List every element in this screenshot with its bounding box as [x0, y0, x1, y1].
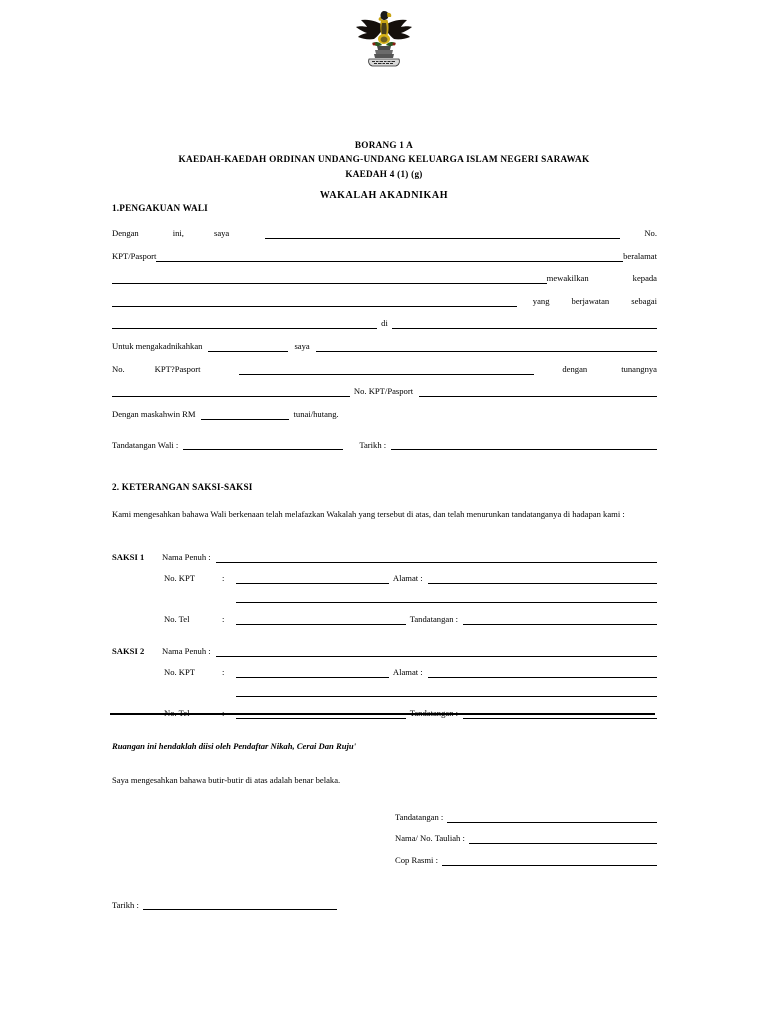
field-akadnikah-who[interactable]: [208, 342, 288, 352]
section-2-heading: 2. KETERANGAN SAKSI-SAKSI: [112, 481, 253, 492]
witness-2-sign-label: Tandatangan :: [409, 707, 459, 718]
field-bride-name[interactable]: [316, 342, 657, 352]
colon-1: :: [222, 572, 225, 583]
ordinance-title: KAEDAH-KAEDAH ORDINAN UNDANG-UNDANG KELUARGA ISLAM NEGERI SARAWAK: [178, 154, 590, 165]
witness-1-sign-field[interactable]: [463, 615, 657, 625]
field-wali-signature[interactable]: [183, 440, 343, 450]
form-code: BORANG 1 A: [354, 140, 414, 150]
section-1-heading: 1.PENGAKUAN WALI: [112, 203, 208, 213]
declaration-line-2: [112, 250, 657, 262]
label-dengan-2: dengan: [562, 363, 588, 374]
declaration-line-6: [112, 340, 657, 352]
witness-1-name-row: [112, 551, 657, 563]
field-wali-date[interactable]: [391, 440, 657, 450]
form-header: [0, 138, 768, 182]
witness-1-kpt-label: No. KPT: [164, 572, 196, 583]
label-di: di: [381, 318, 388, 329]
witness-1-name-field[interactable]: [216, 553, 657, 563]
field-wali-address[interactable]: [112, 274, 547, 284]
witness-2-alamat-field[interactable]: [428, 668, 657, 678]
colon-2: :: [222, 613, 225, 624]
witness-2-tel-row: [112, 707, 657, 719]
label-berjawatan: berjawatan: [571, 295, 610, 306]
witness-1-alamat-field-2[interactable]: [236, 593, 657, 603]
label-beralamat: beralamat: [623, 250, 657, 261]
declaration-line-5: [112, 317, 657, 329]
declaration-line-1: [112, 227, 657, 239]
field-wali-ic[interactable]: [156, 252, 623, 262]
label-ini: ini,: [172, 228, 184, 238]
label-untuk-mengakadnikahkan: Untuk mengakadnikahkan: [112, 340, 203, 351]
witness-2-block: [112, 645, 657, 718]
field-groom-ic[interactable]: [419, 387, 657, 397]
field-maskahwin-amount[interactable]: [201, 410, 289, 420]
label-kpt-pasport: KPT/Pasport: [112, 250, 157, 261]
declaration-line-4: [112, 295, 657, 307]
witness-1-alamat-row-2: [112, 593, 657, 603]
witness-statement: Kami mengesahkan bahawa Wali berkenaan telah melafazkan Wakalah yang tersebut di atas, dan telah menurunkan tandatanganya di hadapan kami :: [112, 508, 625, 519]
label-kepada: kepada: [632, 273, 657, 284]
registrar-name-row: [395, 832, 657, 844]
witness-2-name-field[interactable]: [216, 647, 657, 657]
rule-reference: KAEDAH 4 (1) (g): [345, 169, 423, 179]
label-saya: saya: [213, 228, 230, 238]
witness-2-tel-field[interactable]: [236, 709, 406, 719]
label-no-2: No.: [112, 363, 125, 374]
label-tunai-hutang: tunai/hutang.: [293, 408, 339, 419]
field-wakil-position[interactable]: [112, 319, 377, 329]
registrar-signature-row: [395, 811, 657, 823]
declaration-line-8: [112, 385, 657, 397]
colon-3: :: [222, 666, 225, 677]
label-mewakilkan: mewakilkan: [546, 273, 589, 284]
label-tarikh-wali: Tarikh :: [359, 439, 387, 450]
witness-2-alamat-field-2[interactable]: [236, 687, 657, 697]
registrar-date-label: Tarikh :: [112, 899, 139, 910]
label-no-kpt-pasport-3: No. KPT/Pasport: [353, 386, 414, 397]
registrar-statement: Saya mengesahkan bahawa butir-butir di atas adalah benar belaka.: [112, 774, 341, 785]
witness-1-tag: SAKSI 1: [112, 551, 145, 562]
label-tandatangan-wali: Tandatangan Wali :: [112, 439, 179, 450]
witness-1-block: [112, 551, 657, 625]
label-sebagai: sebagai: [631, 295, 657, 306]
registrar-date-row: [112, 900, 337, 910]
wali-signature-row: [112, 440, 657, 450]
witness-2-kpt-label: No. KPT: [164, 666, 196, 677]
witness-2-name-row: [112, 645, 657, 657]
witness-1-sign-label: Tandatangan :: [409, 613, 459, 624]
field-wali-name[interactable]: [265, 229, 620, 239]
declaration-line-9: [112, 408, 657, 420]
witness-2-alamat-label: Alamat :: [392, 666, 423, 677]
registrar-fields: [112, 811, 657, 866]
witness-1-tel-field[interactable]: [236, 615, 406, 625]
label-yang: yang: [532, 295, 550, 306]
witness-1-kpt-row: [112, 572, 657, 584]
witness-2-kpt-field[interactable]: [236, 668, 389, 678]
witness-1-kpt-field[interactable]: [236, 574, 389, 584]
registrar-stamp-field[interactable]: [442, 856, 657, 866]
registrar-heading: Ruangan ini hendaklah diisi oleh Pendaftar Nikah, Cerai Dan Ruju': [112, 740, 357, 751]
witness-2-tag: SAKSI 2: [112, 645, 145, 656]
registrar-signature-field[interactable]: [447, 813, 657, 823]
witness-2-tel-label: No. Tel: [164, 707, 190, 718]
witness-1-name-label: Nama Penuh :: [162, 551, 211, 562]
label-dengan: Dengan: [112, 228, 139, 238]
label-maskahwin: Dengan maskahwin RM: [112, 408, 196, 419]
declaration-line-3: [112, 272, 657, 284]
field-wakil-name[interactable]: [112, 297, 517, 307]
crest-container: [0, 8, 768, 70]
witness-1-alamat-field[interactable]: [428, 574, 657, 584]
registrar-name-field[interactable]: [469, 834, 657, 844]
document-body: [112, 203, 657, 910]
label-tunangnya: tunangnya: [621, 363, 657, 374]
registrar-date-field[interactable]: [143, 900, 337, 910]
declaration-line-7: [112, 363, 657, 375]
label-no: No.: [644, 228, 657, 238]
witness-1-alamat-label: Alamat :: [392, 572, 423, 583]
registrar-stamp-row: [395, 854, 657, 866]
field-bride-ic[interactable]: [239, 365, 535, 375]
label-kpt-pasport-2: KPT?Pasport: [154, 363, 201, 374]
field-groom-name[interactable]: [112, 387, 350, 397]
witness-1-tel-row: [112, 613, 657, 625]
witness-2-sign-field[interactable]: [463, 709, 657, 719]
witness-2-alamat-row-2: [112, 687, 657, 697]
sarawak-state-crest-icon: [352, 8, 416, 70]
registrar-name-label: Nama/ No. Tauliah :: [395, 833, 465, 844]
witness-2-name-label: Nama Penuh :: [162, 645, 211, 656]
colon-4: :: [222, 707, 225, 718]
field-wakil-place[interactable]: [392, 319, 657, 329]
document-title: WAKALAH AKADNIKAH: [319, 190, 449, 201]
witness-2-kpt-row: [112, 666, 657, 678]
registrar-signature-label: Tandatangan :: [395, 811, 444, 822]
registrar-stamp-label: Cop Rasmi :: [395, 854, 438, 865]
label-saya-2: saya: [294, 340, 310, 351]
witness-1-tel-label: No. Tel: [164, 613, 190, 624]
